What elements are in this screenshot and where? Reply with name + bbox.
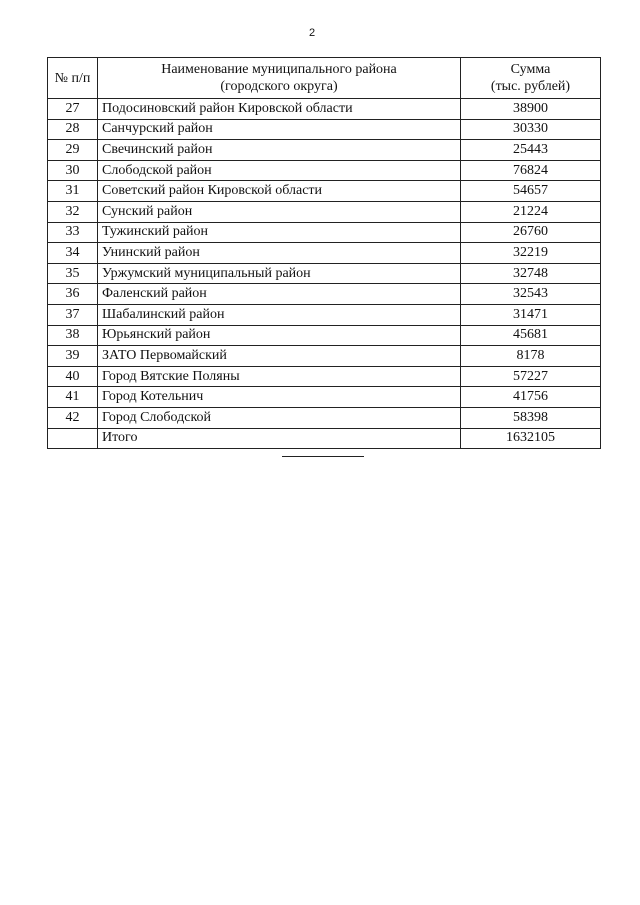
row-number: 30 [48, 160, 98, 181]
row-sum: 32543 [461, 284, 601, 305]
table-header-row [48, 58, 601, 99]
row-number: 36 [48, 284, 98, 305]
header-name [98, 58, 461, 99]
row-name: Уржумский муниципальный район [98, 263, 461, 284]
row-name: Слободской район [98, 160, 461, 181]
header-number [48, 58, 98, 99]
row-name: Тужинский район [98, 222, 461, 243]
header-number-label: № п/п [54, 70, 91, 86]
row-number: 37 [48, 304, 98, 325]
row-sum: 32219 [461, 243, 601, 264]
row-name: Унинский район [98, 243, 461, 264]
table-row [48, 284, 601, 305]
row-sum: 38900 [461, 99, 601, 120]
table-row [48, 181, 601, 202]
row-name: Санчурский район [98, 119, 461, 140]
header-sum [461, 58, 601, 99]
total-row [48, 428, 601, 449]
row-name: Город Вятские Поляны [98, 366, 461, 387]
row-name: Юрьянский район [98, 325, 461, 346]
row-number: 40 [48, 366, 98, 387]
row-sum: 54657 [461, 181, 601, 202]
row-number: 41 [48, 387, 98, 408]
row-number: 29 [48, 140, 98, 161]
row-sum: 32748 [461, 263, 601, 284]
row-number: 34 [48, 243, 98, 264]
budget-table [47, 57, 601, 449]
row-name: Фаленский район [98, 284, 461, 305]
row-sum: 45681 [461, 325, 601, 346]
divider-line [282, 456, 364, 457]
row-number: 32 [48, 201, 98, 222]
row-name: Сунский район [98, 201, 461, 222]
total-label: Итого [98, 428, 461, 449]
row-sum: 26760 [461, 222, 601, 243]
row-name: Город Слободской [98, 407, 461, 428]
row-sum: 76824 [461, 160, 601, 181]
table-row [48, 119, 601, 140]
table-row [48, 325, 601, 346]
row-name: Подосиновский район Кировской области [98, 99, 461, 120]
row-number: 28 [48, 119, 98, 140]
row-name: Шабалинский район [98, 304, 461, 325]
header-sum-line1: Сумма [510, 62, 551, 77]
row-sum: 58398 [461, 407, 601, 428]
row-sum: 57227 [461, 366, 601, 387]
row-number: 33 [48, 222, 98, 243]
row-number: 38 [48, 325, 98, 346]
table-row [48, 99, 601, 120]
header-sum-line2: (тыс. рублей) [490, 79, 571, 94]
row-number: 39 [48, 346, 98, 367]
table-row [48, 263, 601, 284]
row-number: 42 [48, 407, 98, 428]
row-sum: 31471 [461, 304, 601, 325]
page-number: 2 [308, 27, 316, 39]
table-row [48, 222, 601, 243]
total-number-cell [48, 428, 98, 449]
table-row [48, 243, 601, 264]
row-number: 35 [48, 263, 98, 284]
header-name-line1: Наименование муниципального района [161, 62, 397, 77]
table-row [48, 366, 601, 387]
row-name: Советский район Кировской области [98, 181, 461, 202]
table-row [48, 304, 601, 325]
table-row [48, 407, 601, 428]
row-name: ЗАТО Первомайский [98, 346, 461, 367]
row-sum: 41756 [461, 387, 601, 408]
table-row [48, 346, 601, 367]
table-row [48, 140, 601, 161]
table-row [48, 201, 601, 222]
header-name-line2: (городского округа) [220, 79, 338, 94]
row-sum: 21224 [461, 201, 601, 222]
row-number: 27 [48, 99, 98, 120]
row-sum: 25443 [461, 140, 601, 161]
row-sum: 30330 [461, 119, 601, 140]
row-number: 31 [48, 181, 98, 202]
table-row [48, 160, 601, 181]
row-name: Свечинский район [98, 140, 461, 161]
total-sum: 1632105 [461, 428, 601, 449]
row-sum: 8178 [461, 346, 601, 367]
row-name: Город Котельнич [98, 387, 461, 408]
table-row [48, 387, 601, 408]
